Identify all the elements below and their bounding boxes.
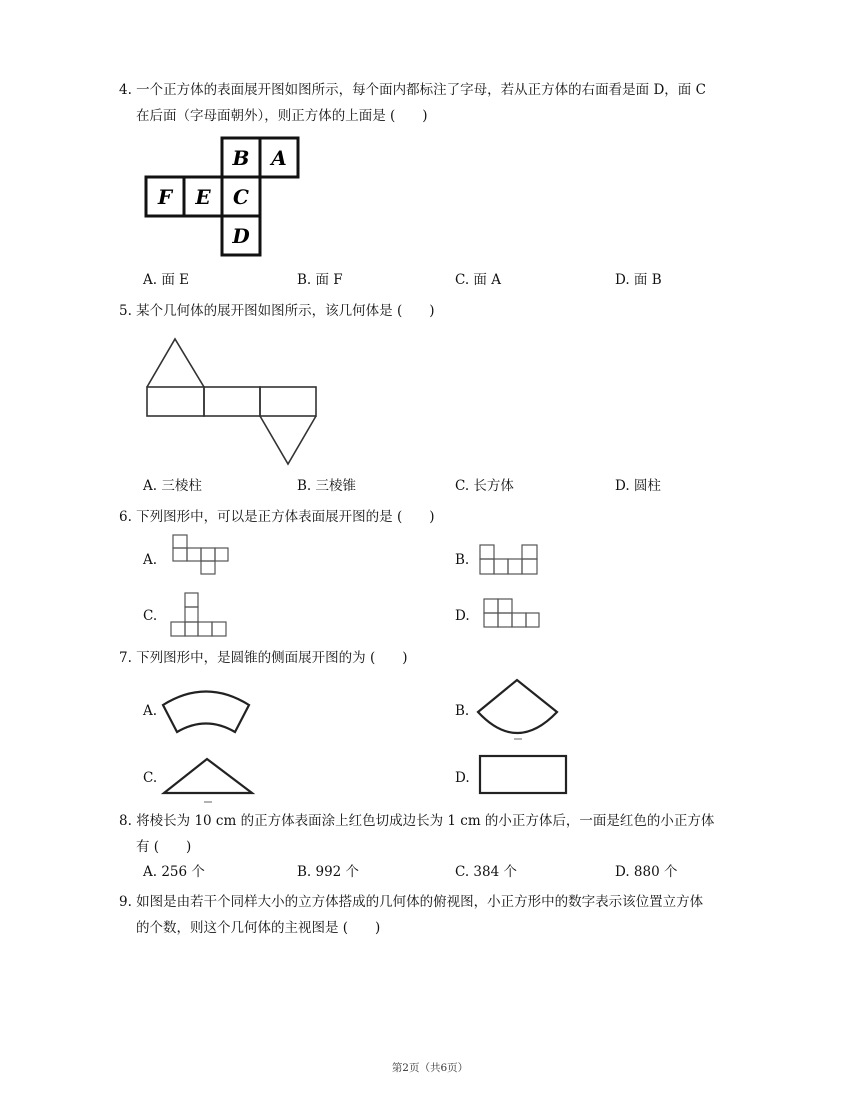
q8-option-d[interactable]: D. 880 个 xyxy=(615,864,678,880)
q4-option-d[interactable]: D. 面 B xyxy=(615,272,662,288)
question-8-line2: 有 ( ) xyxy=(136,839,192,855)
q7-option-a[interactable]: A. xyxy=(143,703,158,719)
question-5 xyxy=(119,298,769,324)
q7-triangle-figure xyxy=(160,753,260,805)
net-face-b: B xyxy=(232,146,250,170)
question-7-line1: 7. 下列图形中，是圆锥的侧面展开图的为 ( ) xyxy=(119,650,408,666)
q4-option-a[interactable]: A. 面 E xyxy=(143,272,189,288)
question-8 xyxy=(119,808,769,860)
net-face-d: D xyxy=(232,224,250,248)
page-footer: 第2页（共6页） xyxy=(391,1062,469,1074)
q6-net-c xyxy=(168,590,232,638)
q4-option-b[interactable]: B. 面 F xyxy=(297,272,343,288)
q7-option-d[interactable]: D. xyxy=(455,770,470,786)
question-9 xyxy=(119,889,769,941)
q8-option-a[interactable]: A. 256 个 xyxy=(143,864,205,880)
question-6 xyxy=(119,504,769,530)
triangular-prism-net-figure xyxy=(140,334,330,470)
q7-sector-figure xyxy=(472,676,572,748)
q7-option-b[interactable]: B. xyxy=(455,703,470,719)
q8-option-b[interactable]: B. 992 个 xyxy=(297,864,360,880)
q6-net-d xyxy=(481,596,545,630)
q7-rectangle-figure xyxy=(478,754,570,796)
question-9-line2: 的个数，则这个几何体的主视图是 ( ) xyxy=(136,920,381,936)
question-5-line1: 5. 某个几何体的展开图如图所示，该几何体是 ( ) xyxy=(119,303,435,319)
q5-option-c[interactable]: C. 长方体 xyxy=(455,478,514,494)
question-9-line1: 9. 如图是由若干个同样大小的立方体搭成的几何体的俯视图，小正方形中的数字表示该位置立方体 xyxy=(119,894,704,910)
q6-net-b xyxy=(478,543,542,579)
question-4 xyxy=(119,77,769,129)
question-8-line1: 8. 将棱长为 10 cm 的正方体表面涂上红色切成边长为 1 cm 的小正方体后，一面是红色的小正方体 xyxy=(119,813,715,829)
q5-option-d[interactable]: D. 圆柱 xyxy=(615,478,661,494)
q5-option-b[interactable]: B. 三棱锥 xyxy=(297,478,357,494)
question-7 xyxy=(119,645,769,671)
q6-option-c[interactable]: C. xyxy=(143,608,158,624)
net-face-a: A xyxy=(271,146,287,170)
q6-net-a xyxy=(170,534,250,594)
net-face-f: F xyxy=(157,185,173,209)
q4-option-c[interactable]: C. 面 A xyxy=(455,272,501,288)
q6-option-d[interactable]: D. xyxy=(455,608,470,624)
q5-option-a[interactable]: A. 三棱柱 xyxy=(143,478,202,494)
q6-option-b[interactable]: B. xyxy=(455,552,470,568)
question-4-line2: 在后面（字母面朝外），则正方体的上面是 ( ) xyxy=(136,108,428,124)
cube-net-figure xyxy=(140,136,310,260)
net-face-e: E xyxy=(195,185,211,209)
net-face-c: C xyxy=(233,185,249,209)
q7-annular-sector-figure xyxy=(155,680,255,740)
q7-option-c[interactable]: C. xyxy=(143,770,158,786)
question-4-line1: 4. 一个正方体的表面展开图如图所示，每个面内都标注了字母，若从正方体的右面看是面 D，面 C xyxy=(119,82,706,98)
q6-option-a[interactable]: A. xyxy=(143,552,158,568)
question-6-line1: 6. 下列图形中，可以是正方体表面展开图的是 ( ) xyxy=(119,509,435,525)
q8-option-c[interactable]: C. 384 个 xyxy=(455,864,517,880)
